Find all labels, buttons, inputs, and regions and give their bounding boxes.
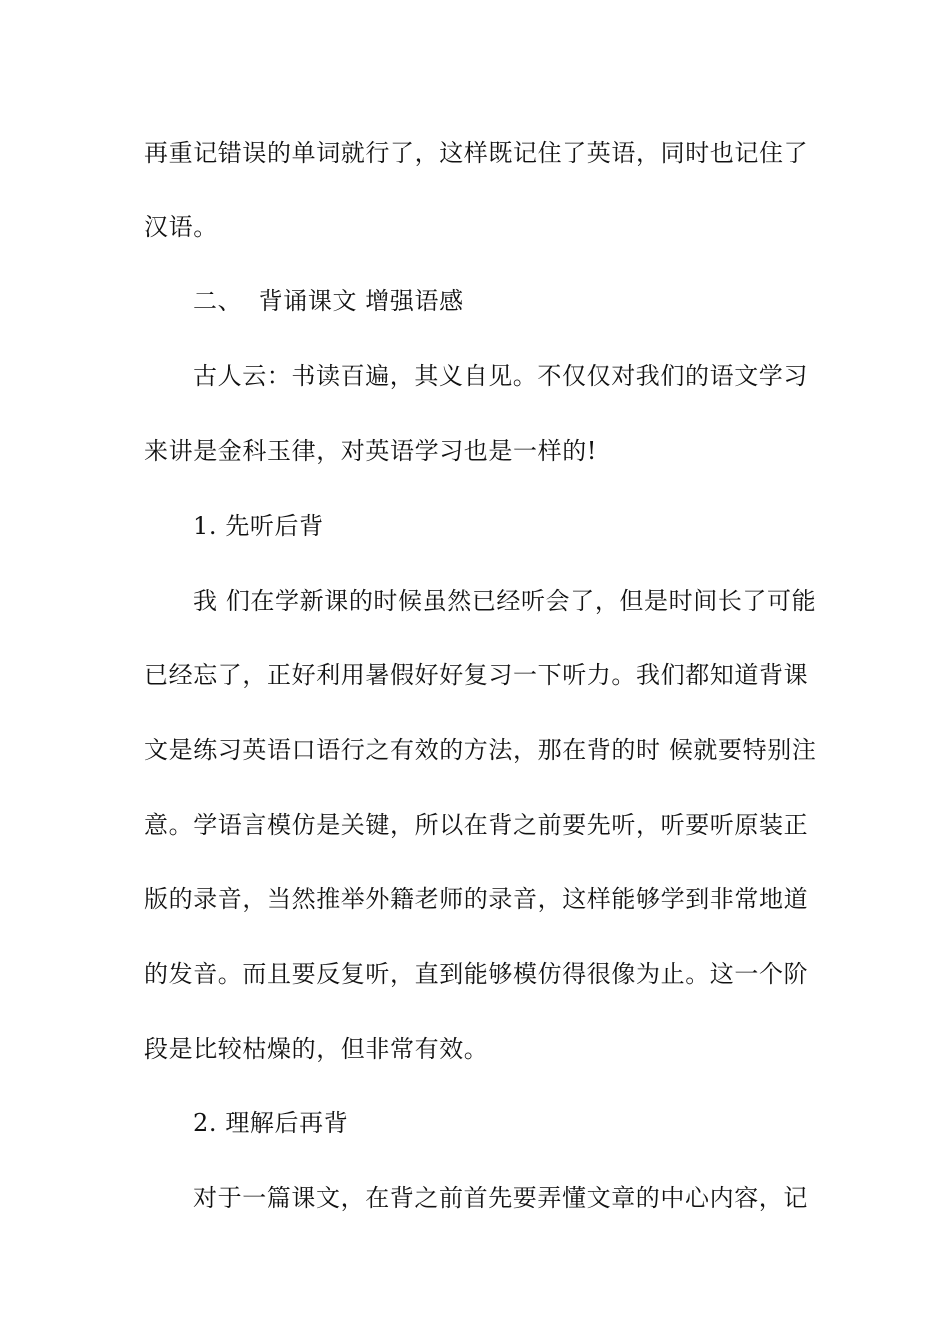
section-heading: 二、 背诵课文 增强语感	[193, 287, 464, 315]
paragraph-line: 对于一篇课文，在背之前首先要弄懂文章的中心内容，记	[193, 1184, 808, 1212]
paragraph-line: 的发音。而且要反复听，直到能够模仿得很像为止。这一个阶	[144, 960, 809, 988]
paragraph-line: 我 们在学新课的时候虽然已经听会了，但是时间长了可能	[193, 587, 817, 615]
paragraph-line: 再重记错误的单词就行了，这样既记住了英语，同时也记住了	[144, 139, 809, 167]
paragraph-line: 意。学语言模仿是关键，所以在背之前要先听，听要听原装正	[144, 811, 809, 839]
subsection-heading: 1. 先听后背	[193, 512, 324, 540]
paragraph-line: 古人云：书读百遍，其义自见。不仅仅对我们的语文学习	[193, 362, 808, 390]
paragraph-line: 版的录音，当然推举外籍老师的录音，这样能够学到非常地道	[144, 885, 809, 913]
paragraph-line: 段是比较枯燥的，但非常有效。	[144, 1035, 489, 1063]
subsection-heading: 2. 理解后再背	[193, 1109, 349, 1137]
paragraph-line: 汉语。	[144, 213, 218, 241]
paragraph-line: 来讲是金科玉律，对英语学习也是一样的!	[144, 437, 598, 465]
paragraph-line: 已经忘了，正好利用暑假好好复习一下听力。我们都知道背课	[144, 661, 809, 689]
paragraph-line: 文是练习英语口语行之有效的方法，那在背的时 候就要特别注	[144, 736, 817, 764]
